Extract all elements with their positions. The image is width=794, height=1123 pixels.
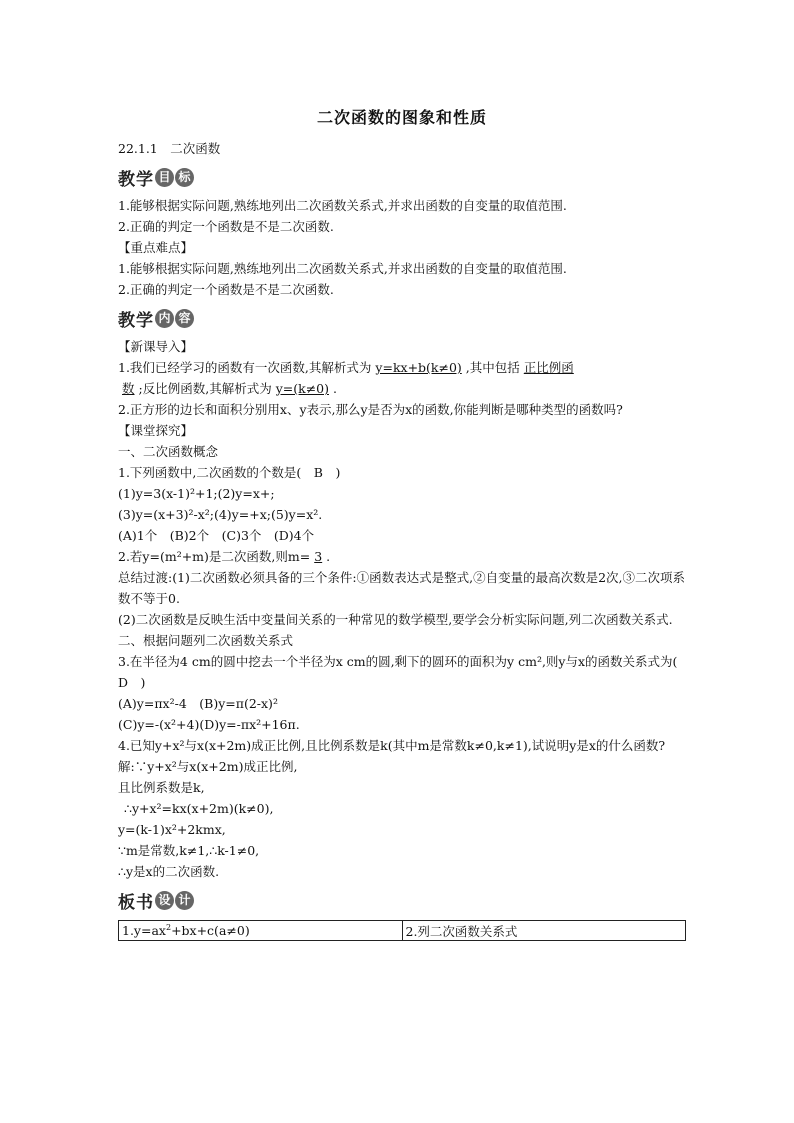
table-row	[119, 921, 686, 941]
solution-line: ∵m是常数,k≠1,∴k-1≠0,	[118, 843, 260, 858]
board-cell-1: $1.y=ax^2+bx+c(a\ne 0)$	[119, 921, 403, 941]
heading-board-text: 板书	[118, 892, 154, 913]
document-title: 二次函数的图象和性质	[316, 108, 487, 127]
board-design-table	[118, 920, 686, 941]
part1-heading: 一、二次函数概念	[118, 444, 219, 459]
key-point-item: 2.正确的判定一个函数是不是二次函数.	[118, 282, 334, 297]
answer-blank: y=(k≠0)	[275, 381, 329, 396]
question-2: 2.若y=(m²+m)是二次函数,则m= 3 .	[118, 549, 331, 564]
heading-content	[118, 302, 686, 334]
answer-blank: 数	[122, 381, 135, 396]
document-page	[118, 105, 690, 941]
heading-content-text: 教学	[118, 310, 154, 331]
question-1: 1.下列函数中,二次函数的个数是( B )	[118, 465, 341, 480]
solution-line: ∴y是x的二次函数.	[118, 864, 220, 879]
intro-question-1: 1.我们已经学习的函数有一次函数,其解析式为 y=kx+b(k≠0) ,其中包括 正比例函	[118, 357, 686, 378]
heading-board-badge-2: 计	[175, 891, 194, 910]
key-point-item: 1.能够根据实际问题,熟练地列出二次函数关系式,并求出函数的自变量的取值范围.	[118, 261, 567, 276]
intro-heading: 【新课导入】	[118, 339, 194, 354]
key-points-heading: 【重点难点】	[118, 240, 194, 255]
answer-blank: 正比例函	[523, 360, 574, 375]
question-3: 3.在半径为4 cm的圆中挖去一个半径为x cm的圆,剩下的圆环的面积为y cm²,则y与x的函数关系式为( D )	[118, 654, 690, 690]
heading-board	[118, 884, 686, 916]
heading-goals-text: 教学	[118, 169, 154, 190]
question-1-line-1: (1)y=3(x-1)²+1;(2)y=x+;	[118, 486, 275, 501]
solution-line: y=(k-1)x²+2kmx,	[118, 822, 226, 837]
summary-1: 总结过渡:(1)二次函数必须具备的三个条件:①函数表达式是整式,②自变量的最高次数是2次,③二次项系数不等于0.	[118, 570, 686, 606]
explore-heading: 【课堂探究】	[118, 423, 194, 438]
intro-question-1-cont: 数 ;反比例函数,其解析式为 y=(k≠0) .	[118, 378, 686, 399]
heading-goals-badge-2: 标	[175, 168, 194, 187]
goal-item: 1.能够根据实际问题,熟练地列出二次函数关系式,并求出函数的自变量的取值范围.	[118, 198, 567, 213]
solution-line: 且比例系数是k,	[118, 780, 205, 795]
question-3-options-ab: (A)y=πx²-4 (B)y=π(2-x)²	[118, 696, 278, 711]
question-4: 4.已知y+x²与x(x+2m)成正比例,且比例系数是k(其中m是常数k≠0,k≠1),试说明y是x的什么函数?	[118, 738, 666, 753]
goal-item: 2.正确的判定一个函数是不是二次函数.	[118, 219, 334, 234]
question-3-options-cd: (C)y=-(x²+4)(D)y=-πx²+16π.	[118, 717, 300, 732]
answer-blank: 3	[314, 549, 323, 564]
part2-heading: 二、根据问题列二次函数关系式	[118, 633, 294, 648]
heading-board-badge-1: 设	[155, 891, 174, 910]
heading-content-badge-1: 内	[155, 309, 174, 328]
summary-2: (2)二次函数是反映生活中变量间关系的一种常见的数学模型,要学会分析实际问题,列二次函数关系式.	[118, 612, 673, 627]
solution-line: ∴y+x²=kx(x+2m)(k≠0),	[124, 801, 274, 816]
question-1-options: (A)1个 (B)2个 (C)3个 (D)4个	[118, 528, 315, 543]
question-1-line-2: (3)y=(x+3)²-x²;(4)y=+x;(5)y=x².	[118, 507, 323, 522]
heading-content-badge-2: 容	[175, 309, 194, 328]
board-cell-2: 2.列二次函数关系式	[402, 921, 686, 941]
section-label: 22.1.1 二次函数	[118, 141, 221, 156]
heading-goals-badge-1: 目	[155, 168, 174, 187]
solution-line: 解:∵y+x²与x(x+2m)成正比例,	[118, 759, 298, 774]
answer-blank: y=kx+b(k≠0)	[375, 360, 462, 375]
heading-goals	[118, 161, 686, 193]
intro-question-2: 2.正方形的边长和面积分别用x、y表示,那么y是否为x的函数,你能判断是哪种类型的函数吗?	[118, 402, 623, 417]
